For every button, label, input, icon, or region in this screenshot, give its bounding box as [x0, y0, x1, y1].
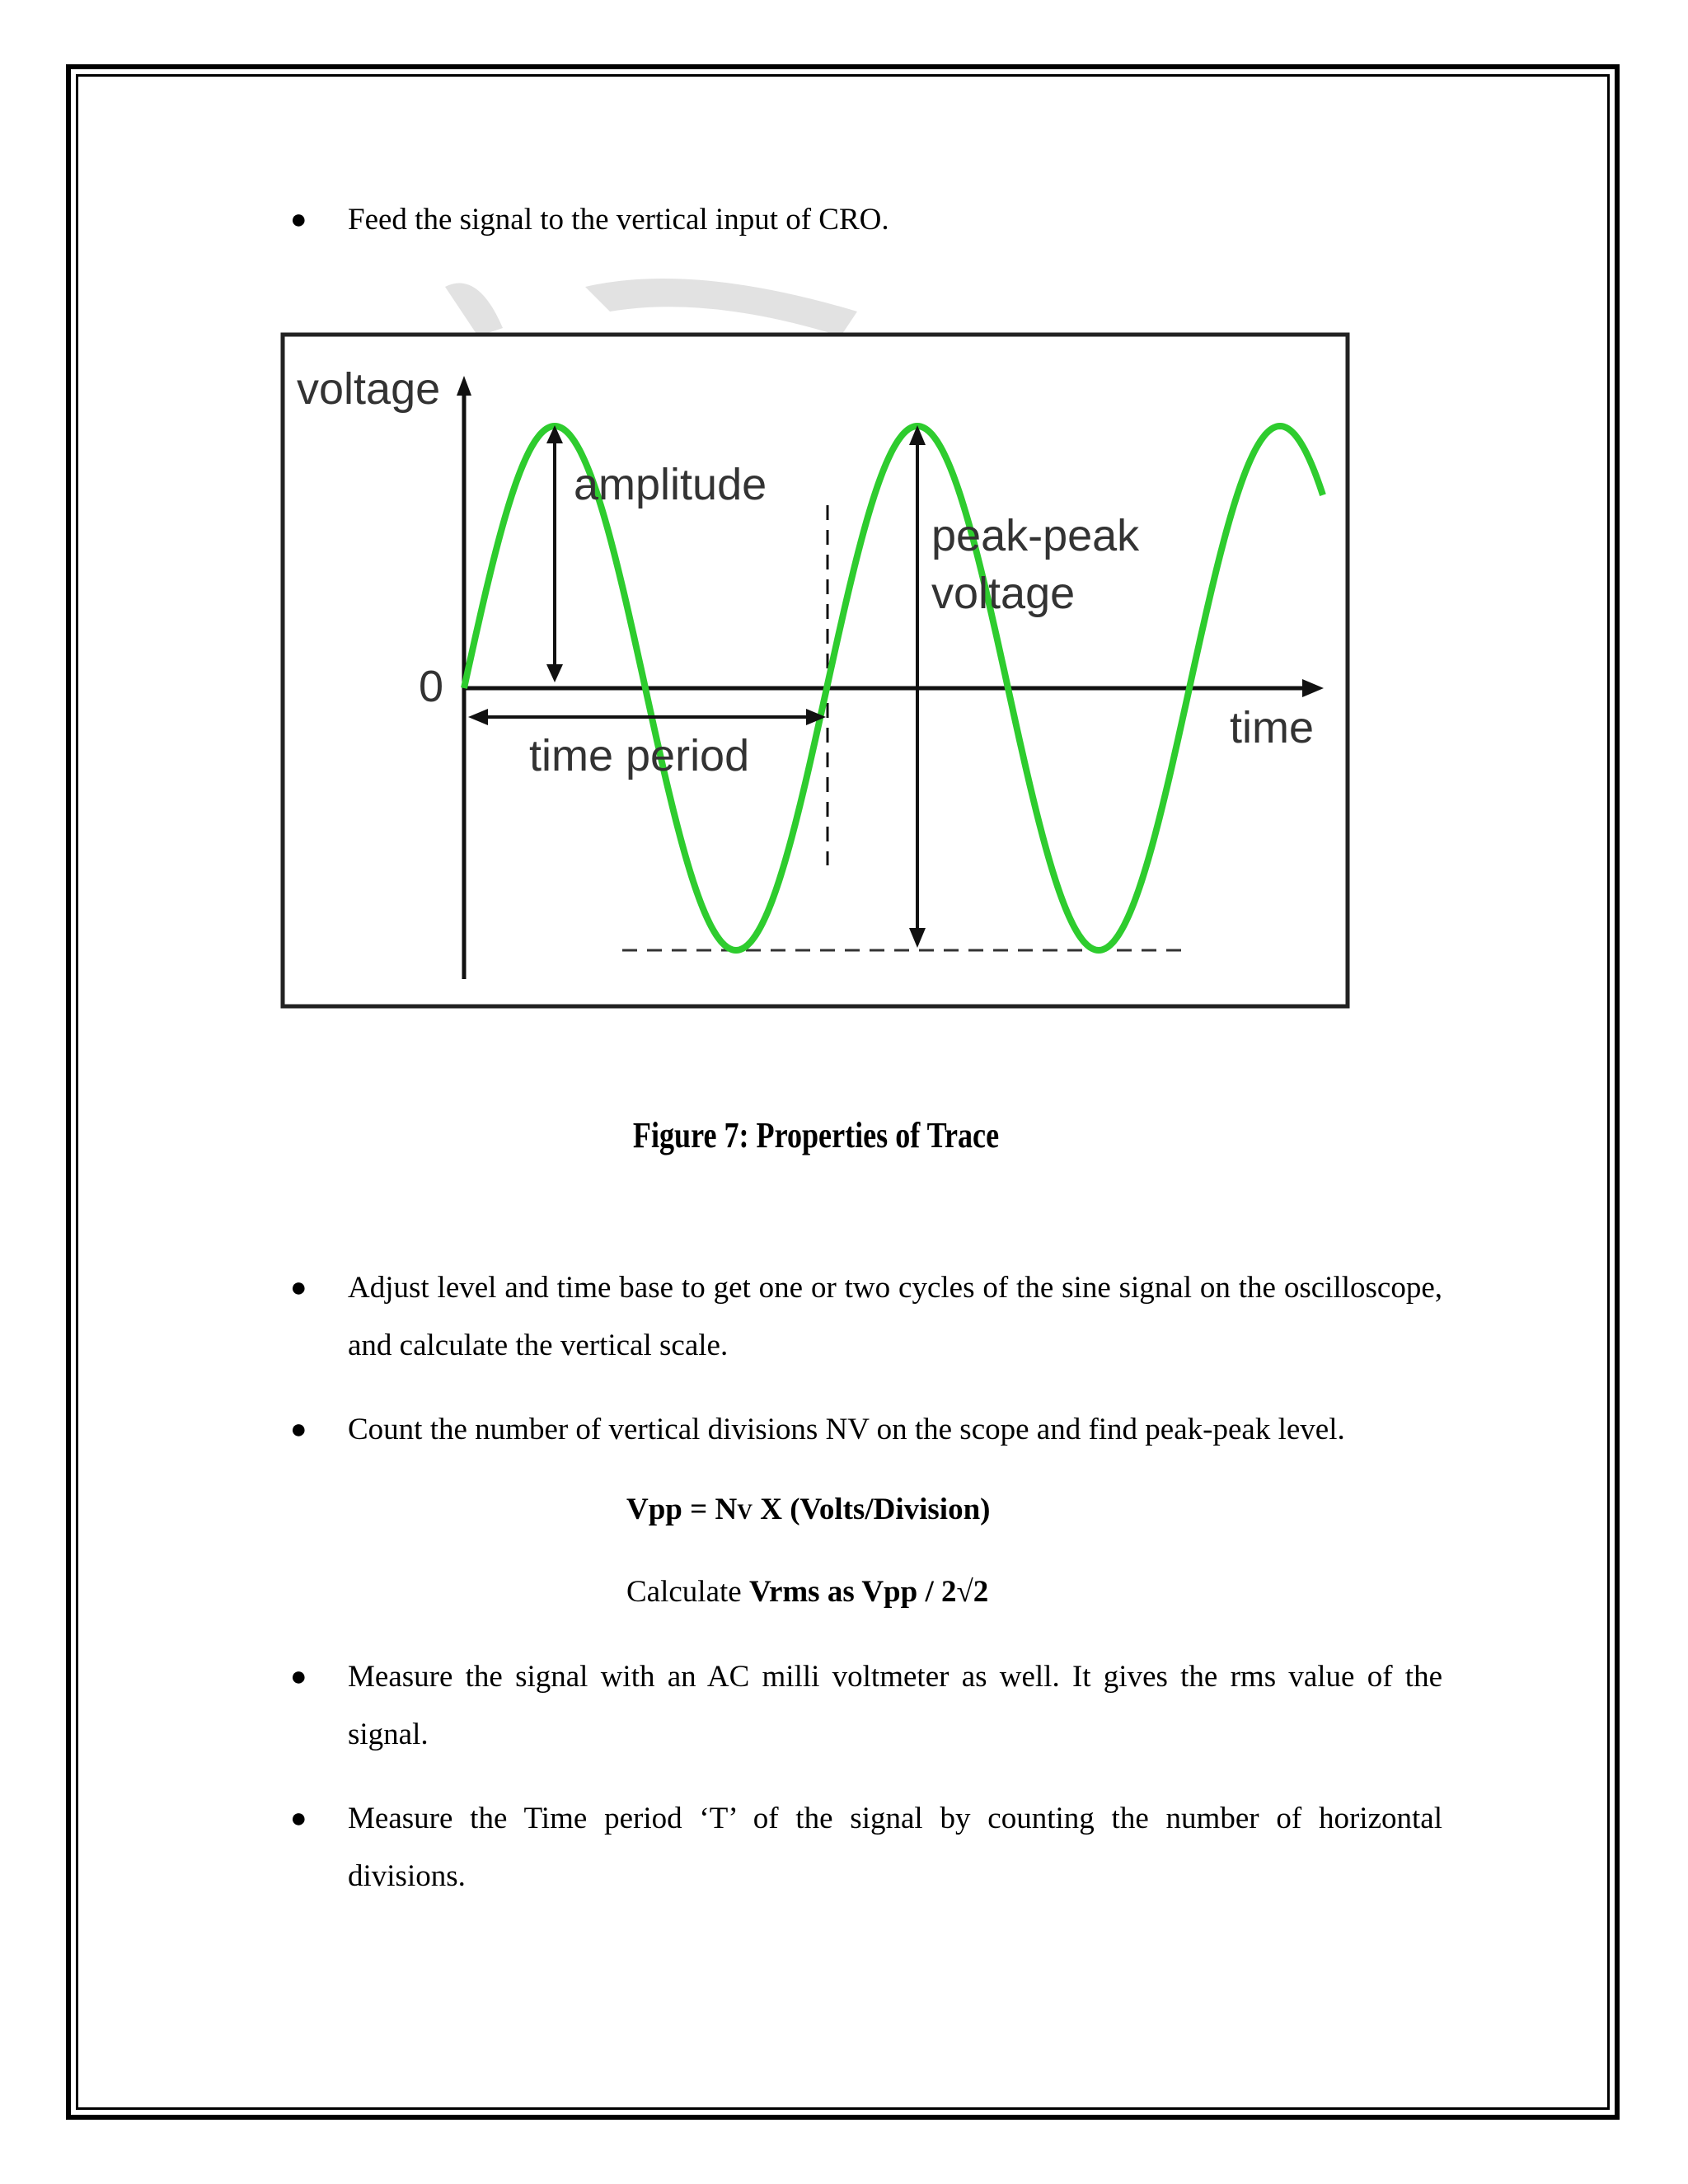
bullet-text: Measure the Time period ‘T’ of the signal by counting the number of horizontal divisions. [348, 1802, 1442, 1893]
vrms-equation-prefix: Calculate [626, 1575, 749, 1609]
vpp-equation-subscript: V [737, 1500, 753, 1524]
bullet-icon: ● [290, 204, 307, 235]
voltage-axis-label: voltage [297, 364, 441, 414]
bullet-icon: ● [290, 1414, 307, 1445]
time-period-label: time period [529, 731, 750, 780]
bullet-icon: ● [290, 1661, 307, 1692]
bullet-text: Measure the signal with an AC milli voltmeter as well. It gives the rms value of the signal. [348, 1660, 1442, 1751]
bullet-item-count-divisions [290, 1401, 1442, 1459]
vrms-equation-bold: Vrms as Vpp / 2√2 [748, 1575, 989, 1609]
bullet-item-measure-voltmeter [290, 1648, 1442, 1764]
time-axis-label: time [1230, 703, 1315, 752]
vrms-equation [626, 1568, 988, 1617]
vpp-equation-right: X (Volts/Division) [752, 1493, 991, 1526]
bullet-icon: ● [290, 1272, 307, 1303]
bullet-text: Adjust level and time base to get one or two cycles of the sine signal on the oscilloscope, and calculate the vertical scale. [348, 1271, 1442, 1362]
watermark-shape [585, 279, 857, 336]
peak-peak-label-line1: peak-peak [931, 511, 1140, 560]
sine-wave-diagram [280, 279, 1352, 1012]
figure-caption: Figure 7: Properties of Trace [632, 1115, 1000, 1155]
watermark-shape [445, 284, 503, 336]
vpp-equation-left: Vpp = N [626, 1493, 738, 1526]
bullet-text: Count the number of vertical divisions NV on the scope and find peak-peak level. [348, 1413, 1345, 1446]
bullet-item-adjust-level [290, 1259, 1442, 1375]
zero-label: 0 [419, 662, 444, 711]
vpp-equation [626, 1485, 990, 1537]
bullet-item-feed-signal [290, 191, 1442, 249]
bullet-text: Feed the signal to the vertical input of CRO. [348, 203, 889, 237]
trace-properties-figure [280, 279, 1352, 1012]
peak-peak-label-line2: voltage [931, 569, 1076, 618]
bullet-item-measure-time-period [290, 1790, 1442, 1905]
amplitude-label: amplitude [574, 460, 767, 509]
bullet-icon: ● [290, 1803, 307, 1834]
